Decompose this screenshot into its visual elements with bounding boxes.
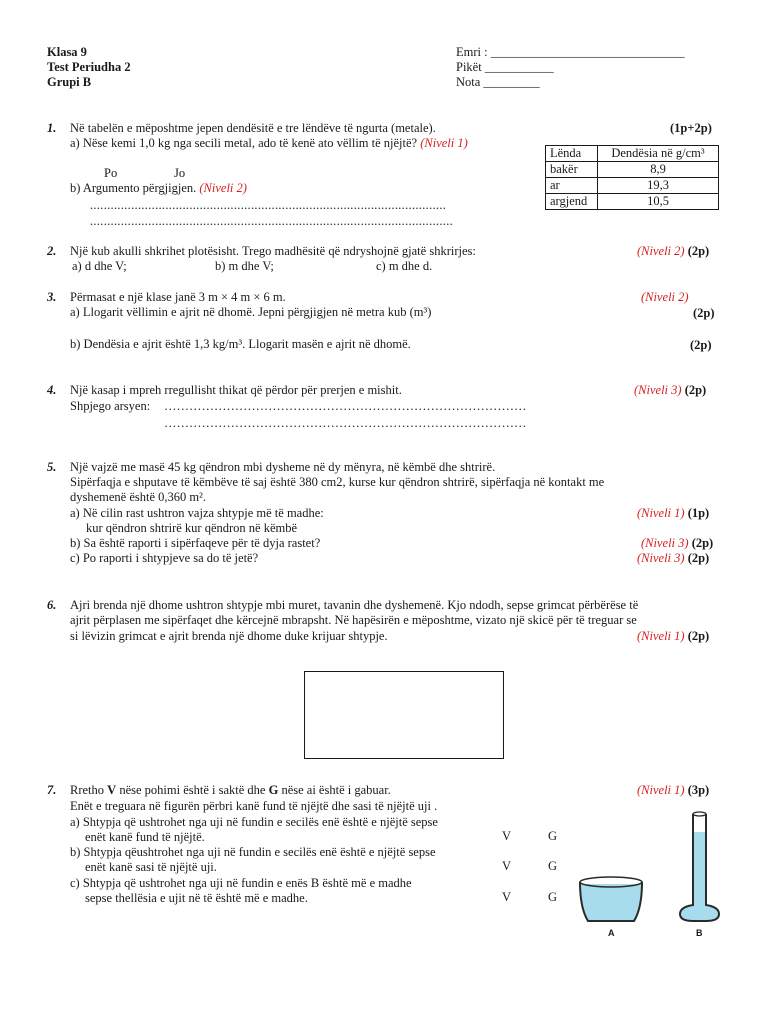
question-text: Përmasat e një klase janë 3 m × 4 m × 6 m. <box>70 290 286 304</box>
subquestion-c: c) Po raporti i shtypjeve sa do të jetë? <box>70 551 259 565</box>
question-text: si lëvizin grimcat e ajrit brenda një dhome duke krijuar shtypje. <box>70 629 388 643</box>
option-c[interactable]: c) m dhe d. <box>376 259 433 273</box>
vessel-b-rim <box>693 812 706 816</box>
subquestion-b <box>70 181 247 196</box>
question-number: 4. <box>47 383 57 397</box>
question-number: 7. <box>47 783 57 797</box>
points-label: (2p) <box>687 629 710 643</box>
vessel-a-water <box>580 884 642 921</box>
question-text: Enët e treguara në figurën përbri kanë fund të njëjtë dhe sasi të njëjtë uji . <box>70 799 438 813</box>
name-field[interactable]: Emri : _______________________________ <box>456 45 685 59</box>
level-label: (Niveli 3) <box>641 536 689 550</box>
vessel-b-label: B <box>696 928 703 938</box>
points-label: (1p+2p) <box>670 121 712 135</box>
table-cell: 10,5 <box>598 194 719 210</box>
level-label: (Niveli 1) <box>637 506 685 520</box>
subquestion-a <box>70 136 468 151</box>
subquestion-a: a) Në cilin rast ushtron vajza shtypje më të madhe: <box>70 506 324 520</box>
table-cell: 19,3 <box>598 178 719 194</box>
points-field[interactable]: Pikët ___________ <box>456 60 554 74</box>
statement-a: a) Shtypja që ushtrohet nga uji në fundin e secilës enë është e njëjtë sepse <box>70 815 438 829</box>
question-text: ajrit përplasen me sipërfaqet dhe kërcejnë mbrapsht. Në hapësirën e mëposhtme, vizato një skicë për të treguar se <box>70 613 637 627</box>
table-row <box>546 178 719 194</box>
level-label: (Niveli 2) <box>199 181 247 195</box>
intro-text: nëse pohimi është i saktë dhe <box>116 783 269 797</box>
statement-b: enët kanë sasi të njëjtë uji. <box>85 860 217 874</box>
test-label: Test Periudha 2 <box>47 60 131 74</box>
question-text <box>70 783 391 798</box>
vessel-b <box>680 812 719 938</box>
table-header-cell: Lënda <box>546 146 598 162</box>
question-number: 2. <box>47 244 57 258</box>
question-number: 1. <box>47 121 57 135</box>
question-text: Një vajzë me masë 45 kg qëndron mbi dysheme në dy mënyra, në këmbë dhe shtrirë. <box>70 460 496 474</box>
level-label: (Niveli 2) <box>637 244 685 258</box>
level-points <box>637 551 709 566</box>
group-label: Grupi B <box>47 75 92 89</box>
points-label: (2p) <box>687 244 710 258</box>
question-text: Sipërfaqja e shputave të këmbëve të saj është 380 cm2, kurse kur qëndron shtrirë, sipërfaqja në kontakt me <box>70 475 605 489</box>
answer-no[interactable]: Jo <box>174 166 186 180</box>
question-number: 6. <box>47 598 57 612</box>
table-cell: argjend <box>546 194 598 210</box>
vessels-figure <box>570 808 740 938</box>
density-table <box>545 145 719 210</box>
question-text: Ajri brenda një dhome ushtron shtypje mbi muret, tavanin dhe dyshemenë. Kjo ndodh, sepse grimcat përbërëse të <box>70 598 639 612</box>
false-letter: G <box>268 783 279 797</box>
sketch-box[interactable] <box>304 671 504 759</box>
statement-c: sepse thellësia e ujit në të është më e madhe. <box>85 891 308 905</box>
points-label: (1p) <box>687 506 710 520</box>
level-points <box>634 383 706 398</box>
table-header-cell: Dendësia në g/cm³ <box>598 146 719 162</box>
question-number: 5. <box>47 460 57 474</box>
table-header-row <box>546 146 719 162</box>
statement-a: enët kanë fund të njëjtë. <box>85 830 205 844</box>
subquestion-a-text: a) Nëse kemi 1,0 kg nga secili metal, ado të kenë ato vëllim të njëjtë? <box>70 136 418 150</box>
table-row <box>546 194 719 210</box>
level-label: (Niveli 1) <box>637 783 685 797</box>
question-number: 3. <box>47 290 57 304</box>
explain-label: Shpjego arsyen: <box>70 399 151 413</box>
level-points <box>637 506 709 521</box>
table-cell: bakër <box>546 162 598 178</box>
level-label: (Niveli 3) <box>637 551 685 565</box>
false-choice-c[interactable]: G <box>548 890 558 904</box>
true-choice-b[interactable]: V <box>502 859 512 873</box>
subquestion-b: b) Dendësia e ajrit është 1,3 kg/m³. Llogarit masën e ajrit në dhomë. <box>70 337 411 351</box>
true-letter: V <box>107 783 117 797</box>
level-label: (Niveli 1) <box>420 136 468 150</box>
answer-line[interactable]: ........................................................................................................ <box>90 198 447 212</box>
level-label: (Niveli 1) <box>637 629 685 643</box>
grade-field[interactable]: Nota _________ <box>456 75 540 89</box>
false-choice-b[interactable]: G <box>548 859 558 873</box>
subquestion-a: a) Llogarit vëllimin e ajrit në dhomë. Jepni përgjigjen në metra kub (m³) <box>70 305 432 319</box>
answer-line[interactable]: …………………………………………………………………………… <box>164 416 527 430</box>
intro-text: nëse ai është i gabuar. <box>278 783 391 797</box>
answer-yes[interactable]: Po <box>104 166 118 180</box>
points-label: (3p) <box>687 783 710 797</box>
option-b[interactable]: b) m dhe V; <box>215 259 274 273</box>
subquestion-b: b) Sa është raporti i sipërfaqeve për të dyja rastet? <box>70 536 321 550</box>
level-label: (Niveli 3) <box>634 383 682 397</box>
level-points <box>637 244 709 259</box>
level-points <box>641 536 713 551</box>
table-cell: ar <box>546 178 598 194</box>
level-points <box>637 629 709 644</box>
vessel-a <box>580 877 642 938</box>
points-label: (2p) <box>684 383 707 397</box>
answer-line[interactable]: .......................................................................................................... <box>90 214 454 228</box>
answer-options[interactable]: kur qëndron shtrirë kur qëndron në këmbë <box>86 521 298 535</box>
points-label: (2p) <box>693 306 715 320</box>
answer-line[interactable]: …………………………………………………………………………… <box>164 399 527 413</box>
option-a[interactable]: a) d dhe V; <box>72 259 127 273</box>
question-text: Në tabelën e mëposhtme jepen dendësitë e tre lëndëve të ngurta (metale). <box>70 121 436 135</box>
statement-c: c) Shtypja që ushtrohet nga uji në fundin e enës B është më e madhe <box>70 876 412 890</box>
subquestion-b-text: b) Argumento përgjigjen. <box>70 181 197 195</box>
table-cell: 8,9 <box>598 162 719 178</box>
question-text: Një kub akulli shkrihet plotësisht. Trego madhësitë që ndryshojnë gjatë shkrirjes: <box>70 244 476 258</box>
statement-b: b) Shtypja qëushtrohet nga uji në fundin e secilës enë është e njëjtë sepse <box>70 845 436 859</box>
question-text: Një kasap i mpreh rregullisht thikat që përdor për prerjen e mishit. <box>70 383 402 397</box>
level-points <box>637 783 709 798</box>
vessel-a-label: A <box>608 928 615 938</box>
false-choice-a[interactable]: G <box>548 829 558 843</box>
level-label: (Niveli 2) <box>641 290 689 304</box>
question-text: dyshemenë është 0,360 m². <box>70 490 207 504</box>
intro-text: Rretho <box>70 783 108 797</box>
points-label: (2p) <box>687 551 710 565</box>
points-label: (2p) <box>691 536 714 550</box>
true-choice-c[interactable]: V <box>502 890 512 904</box>
true-choice-a[interactable]: V <box>502 829 512 843</box>
table-row <box>546 162 719 178</box>
class-label: Klasa 9 <box>47 45 87 59</box>
points-label: (2p) <box>690 338 712 352</box>
